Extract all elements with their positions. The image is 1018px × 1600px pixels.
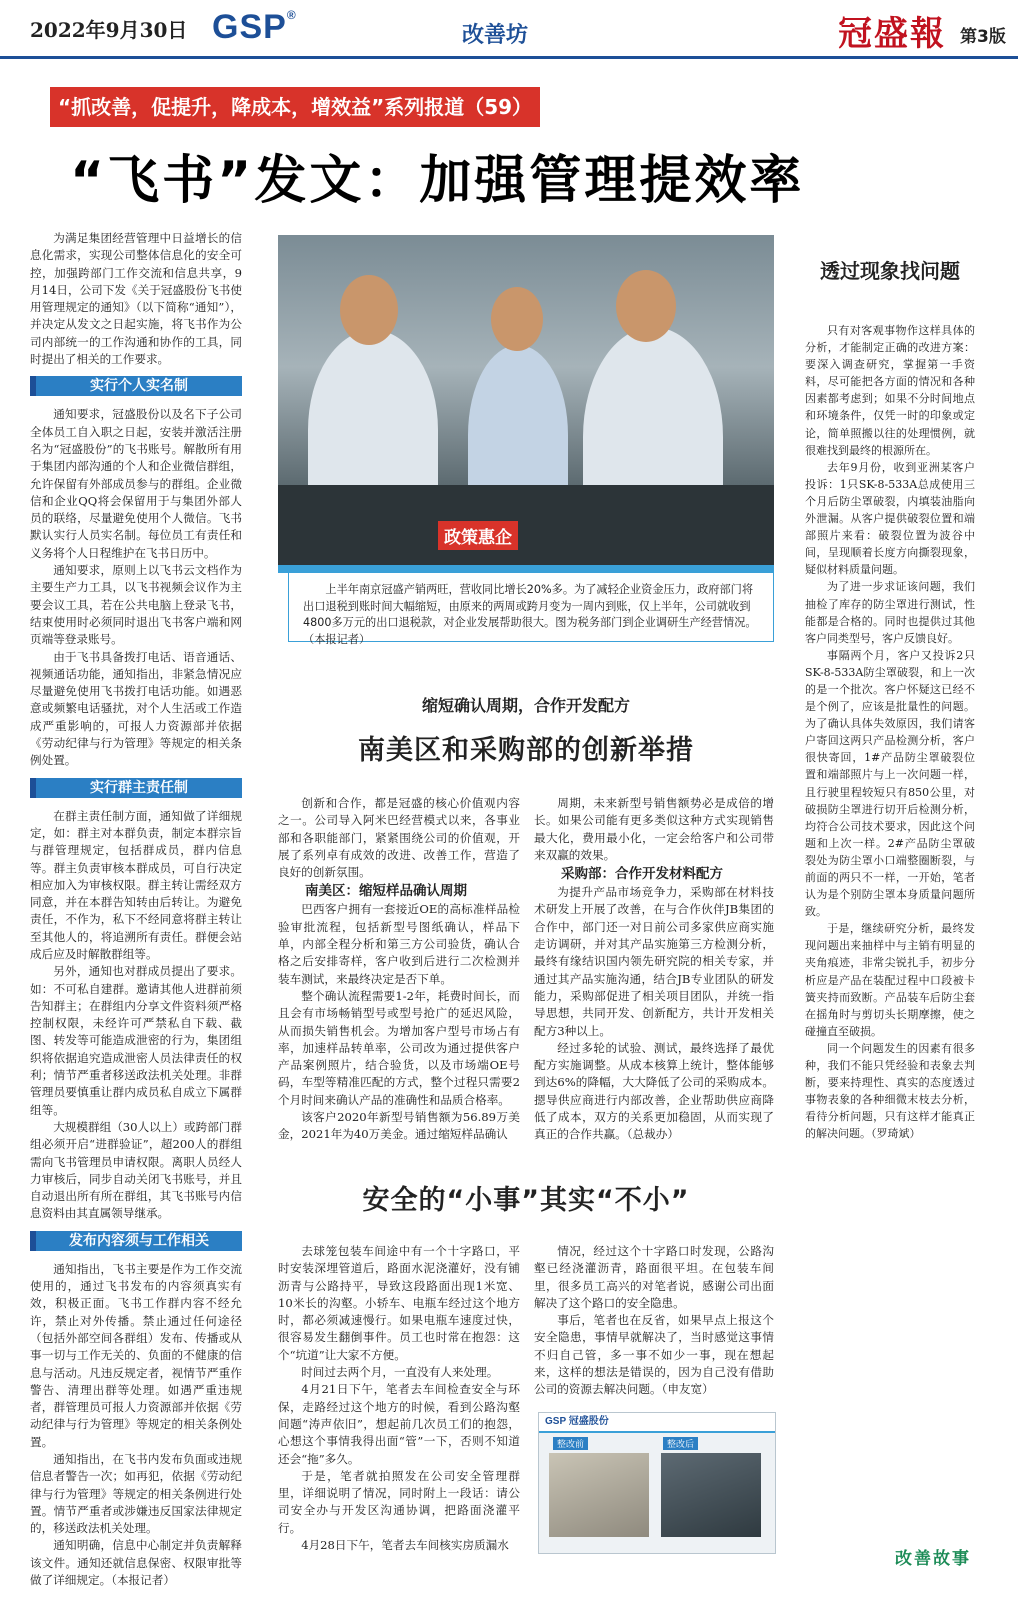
issue-date: 2022年9月30日 [30, 18, 188, 42]
paragraph: 为了进一步求证该问题，我们抽检了库存的防尘罩进行测试，性能都是合格的。同时也提供过其他客户同类型号，客户反馈良好。 [805, 580, 975, 645]
paragraph: 事后，笔者也在反省，如果早点上报这个安全隐患，事情早就解决了，当时感觉这事情不归自己管，多一事不如少一事，现在想起来，这样的想法是错误的，因为自己没有借助公司的资源去解决问题。（申友宽） [534, 1313, 774, 1397]
paragraph: 于是，继续研究分析，最终发现问题出来抽样中与主销有明显的夹角痕迹，非常尖锐扎手，初步分析应是产品在装配过程中口段被卡簧夹持而致断。产品装车后防尘套在摇角时与剪切头长期摩擦，使之碰撞直至破损。 [805, 922, 975, 1038]
paragraph: 通知明确，信息中心制定并负责解释该文件。通知还就信息保密、权限审批等做了详细规定。（本报记者） [30, 1538, 242, 1588]
paragraph: 大规模群组（30人以上）或跨部门群组必须开启“进群验证”，超200人的群组需向飞书管理员申请权限。离职人员经人力审核后，同步自动关闭飞书账号，并且自动退出所有所在群组，其飞书账号内信息资料由其直属领导继承。 [30, 1119, 242, 1221]
middle-column-1 [278, 795, 520, 1144]
paragraph: 情况，经过这个十字路口时发现，公路沟壑已经浇灌沥青，路面很平坦。在包装车间里，很多员工高兴的对笔者说，感谢公司出面解决了这个路口的安全隐患。 [534, 1244, 774, 1310]
paragraph: 由于飞书具备拨打电话、语音通话、视频通话功能，通知指出，非紧急情况应尽量避免使用飞书拨打电话功能。如遇恶意或频繁电话骚扰，对个人生活或工作造成严重影响的，可报人力资源部并依据《劳动纪律与行为管理》等规定的相关条例处置。 [30, 649, 242, 768]
photo-head-middle [491, 287, 543, 351]
gsp-logo [212, 8, 297, 47]
road-repair-image [538, 1412, 776, 1554]
photo-head-left [340, 275, 398, 345]
paragraph: 创新和合作，都是冠盛的核心价值观内容之一。公司导入阿米巴经营模式以来，各事业部和各职能部门，紧紧围绕公司的价值观，开展了系列卓有成效的改进、改善工作，营造了良好的创新氛围。 [278, 796, 520, 880]
paragraph: 周期，未来新型号销售额势必是成倍的增长。如果公司能有更多类似这种方式实现销售最大化，费用最小化，一定会给客户和公司带来双赢的效果。 [534, 796, 774, 862]
safety-column-2 [534, 1243, 774, 1399]
edition-number: 第3版 [960, 27, 1006, 47]
thumb-brand: GSP 冠盛股份 [539, 1413, 776, 1433]
policy-badge: 政策惠企 [438, 521, 518, 550]
after-label: 整改后 [663, 1437, 698, 1450]
paragraph: 通知要求，原则上以飞书云文档作为主要生产力工具，以飞书视频会议作为主要会议工具，若在公共电脑上登录飞书，结束使用时必须同时退出飞书客户端和网页端等登录账号。 [30, 563, 242, 647]
main-headline: “飞书”发文：加强管理提效率 [70, 151, 805, 211]
paragraph: 去年9月份，收到亚洲某客户投诉：1只SK-8-533A总成使用三个月后防尘罩破裂，内填装油脂向外泄漏。从客户提供破裂位置和端部照片来看：破裂位置为波谷中间，呈现顺着长度方向撕裂现象，疑似材料质量问题。 [805, 460, 975, 577]
column-footer: 改善故事 [895, 1549, 971, 1569]
paragraph: 只有对客观事物作这样具体的分析，才能制定正确的改进方案：要深入调查研究，掌握第一手资料，尽可能把各方面的情况和各种因素都考虑到；如果不分时间地点和环境条件，仅凭一时的印象或定论，简单照搬以往的处理惯例，就很难找到最终的根源所在。 [805, 324, 975, 457]
subheading-group-owner: 实行群主责任制 [30, 778, 242, 798]
registered-icon: ® [286, 8, 297, 22]
paragraph: 4月21日下午，笔者去车间检查安全与环保，走路经过这个地方的时候，看到公路沟壑间题“涛声依旧”，想起前几次员工们的抱怨，心想这个事情我得出面“管”一下，否则不知道还会“拖”多久。 [278, 1382, 520, 1466]
news-photo [278, 235, 774, 565]
paragraph: 整个确认流程需要1-2年，耗费时间长，而且会有市场畅销型号或型号抢广的延迟风险，从而损失销售机会。为增加客户型号市场占有率，加速样品转单率，公司改为通过提供客户产品案例照片，结合验货，以及市场端OE号码，车型等精准匹配的方式，整个过程只需要2个月时间来确认产品的准确性和品质合格率。 [278, 988, 520, 1107]
paragraph: 通知要求，冠盛股份以及名下子公司全体员工自入职之日起，安装并激活注册名为“冠盛股份”的飞书账号。解散所有用于集团内部沟通的个人和企业微信群组，允许保留有外部成员参与的群组。企业微信和企业QQ将会保留用于与集团外部人员的联络，尽量避免使用个人微信。飞书默认实行人员实名制。每位员工有责任和义务将个人日程维护在飞书日历中。 [30, 407, 242, 560]
subheading-south-america: 南美区：缩短样品确认周期 [305, 883, 467, 900]
safety-column-1 [278, 1243, 520, 1554]
middle-title: 南美区和采购部的创新举措 [358, 735, 694, 766]
masthead [0, 0, 1018, 58]
paragraph: 经过多轮的试验、测试，最终选择了最优配方实施调整。从成本核算上统计，整体能够到达6%的降幅，大大降低了公司的采购成本。摁导供应商进行内部改善，企业帮助供应商降低了成本，双方的关系更加稳固，从而实现了真正的合作共赢。（总裁办） [534, 1040, 774, 1142]
paragraph: 另外，通知也对群成员提出了要求。如：不可私自建群。邀请其他人进群前须告知群主；在群组内分享文件资料须严格控制权限，未经许可严禁私自下载、截图、转发等可能造成泄密的行为，集团组织将依据追究造成泄密人员法律责任的权利；情节严重者移送政法机关处理。非群管理员要慎重让群内成员私自成立下属群组等。 [30, 964, 242, 1117]
paragraph: 去球笼包装车间途中有一个十字路口，平时安装深埋管道后，路面水泥浇灌好，没有铺沥青与公路持平，导致这段路面出现1米宽、10米长的沟壑。小轿车、电瓶车经过这个地方时，都必须减速慢行。如果电瓶车速度过快，很容易发生翻倒事件。员工也时常在抱怨：这个“坑道”让大家不方便。 [278, 1244, 520, 1362]
subheading-content: 发布内容须与工作相关 [30, 1231, 242, 1251]
right-title: 透过现象找问题 [820, 259, 960, 283]
article-intro: 为满足集团经营管理中日益增长的信息化需求，实现公司整体信息化的安全可控，加强跨部门工作交流和信息共享，9月14日，公司下发《关于冠盛股份飞书使用管理规定的通知》（以下简称“通知”），并决定从发文之日起实施，将飞书作为公司内部统一的工作沟通和协作的工具，同时提出了相关的工作要求。 [30, 231, 242, 367]
paragraph: 同一个问题发生的因素有很多种，我们不能只凭经验和表象去判断，要来持理性、真实的态度透过事物表象的各种细微末枝去分析，看待分析问题，只有这样才能真正的解决问题。（罗琦斌） [805, 1041, 975, 1141]
photo-workbench [278, 485, 774, 565]
subheading-purchasing: 采购部：合作开发材料配方 [561, 866, 723, 883]
subheading-realname: 实行个人实名制 [30, 376, 242, 396]
middle-kicker: 缩短确认周期，合作开发配方 [421, 696, 630, 715]
masthead-rule [0, 56, 1018, 59]
right-column [805, 322, 975, 1143]
left-article [30, 230, 242, 1589]
paragraph: 4月28日下午，笔者去车间核实房质漏水 [301, 1538, 509, 1553]
before-photo [549, 1453, 649, 1537]
photo-caption: 上半年南京冠盛产销两旺，营收同比增长20%多。为了减轻企业资金压力，政府部门将出口退税到账时间大幅缩短，由原来的两周或跨月变为一周内到账，仅上半年，公司就收到4800多万元的出口退税款，对企业发展帮助很大。图为税务部门到企业调研生产经营情况。（本报记者） [288, 572, 774, 642]
paragraph: 该客户2020年新型号销售额为56.89万美金，2021年为40万美金。通过缩短样品确认 [278, 1110, 520, 1142]
paragraph: 通知指出，在飞书内发布负面或违规信息者警告一次；如再犯，依据《劳动纪律与行为管理》等规定的相关条例进行处置。情节严重者或涉嫌违反国家法律规定的，移送政法机关处理。 [30, 1452, 242, 1536]
series-banner: “抓改善，促提升，降成本，增效益”系列报道（59） [50, 87, 540, 127]
paragraph: 事隔两个月，客户又投诉2只SK-8-533A防尘罩破裂，和上一次的是一个批次。客户怀疑这已经不是个例了，应该是批量性的问题。为了确认具体失效原因，我们请客户寄回这两只产品检测分析，客户很快寄回，1#产品防尘罩破裂位置和端部照片与上一次问题一样，且行驶里程较短只有850公里，对破损防尘罩进行切开后检测分析，均符合公司技术要求，因此这个问题和上次一样。2#产品防尘罩破裂处为防尘罩小口端整圈断裂，与前面的两只不一样，一开始，笔者认为是个别防尘罩本身质量问题所致。 [805, 648, 975, 919]
safety-title: 安全的“小事”其实“不小” [362, 1185, 690, 1216]
section-title: 改善坊 [462, 23, 529, 48]
paragraph: 于是，笔者就拍照发在公司安全管理群里，详细说明了情况，同时附上一段话：请公司安全办与开发区沟通协调，把路面浇灌平行。 [278, 1468, 520, 1535]
paragraph: 为提升产品市场竞争力，采购部在材料技术研发上开展了改善，在与合作伙伴JB集团的合作中，部门还一对日前公司多家供应商实施走访调研，并对其产品实施第三方检测分析，最终有缘结识国内领先研究院的相关专家，并通过其产品实施沟通，结合JB专业团队的研发能力，采购部促进了相关项目团队，并统一指导思想，共同开发、创新配方，共计开发相关配方3种以上。 [534, 885, 774, 1038]
newspaper-brand: 冠盛報 [838, 14, 946, 54]
paragraph: 在群主责任制方面，通知做了详细规定，如：群主对本群负责，制定本群宗旨与群管理规定，包括群成员，群内信息等。群主负责审核本群成员，可自行决定相应加入为审核权限。群主转让需经双方同意，并在本群告知转由后转让。为避免责任，不作为，私下不经同意将群主转让至其他人的，将追溯所有责任。群便会站成后应及时解散群组等。 [30, 808, 242, 961]
paragraph: 巴西客户拥有一套接近OE的高标准样品检验审批流程，包括新型号图纸确认，样品下单，内部全程分析和第三方公司验货，确认合格之后安排寄样，客户收到后进行二次检测并装车测试，来最终决定是否下单。 [278, 902, 520, 986]
before-label: 整改前 [553, 1437, 588, 1450]
paragraph: 通知指出，飞书主要是作为工作交流使用的，通过飞书发布的内容须真实有效，积极正面。飞书工作群内容不经允许，禁止对外传播。禁止通过任何途径（包括外部空间各群组）发布、传播或从事一切与工作无关的、负面的不健康的信息与活动。凡违反规定者，视情节严重作警告、清理出群等处理。如遇严重违规者，群管理员可报人力资源部并依据《劳动纪律与行为管理》等规定的相关条例处置。 [30, 1261, 242, 1449]
middle-column-2 [534, 795, 774, 1144]
gsp-logo-text: GSP [212, 8, 287, 46]
after-photo [661, 1453, 761, 1537]
paragraph: 时间过去两个月，一直没有人来处理。 [301, 1365, 499, 1380]
photo-head-right [616, 270, 676, 342]
